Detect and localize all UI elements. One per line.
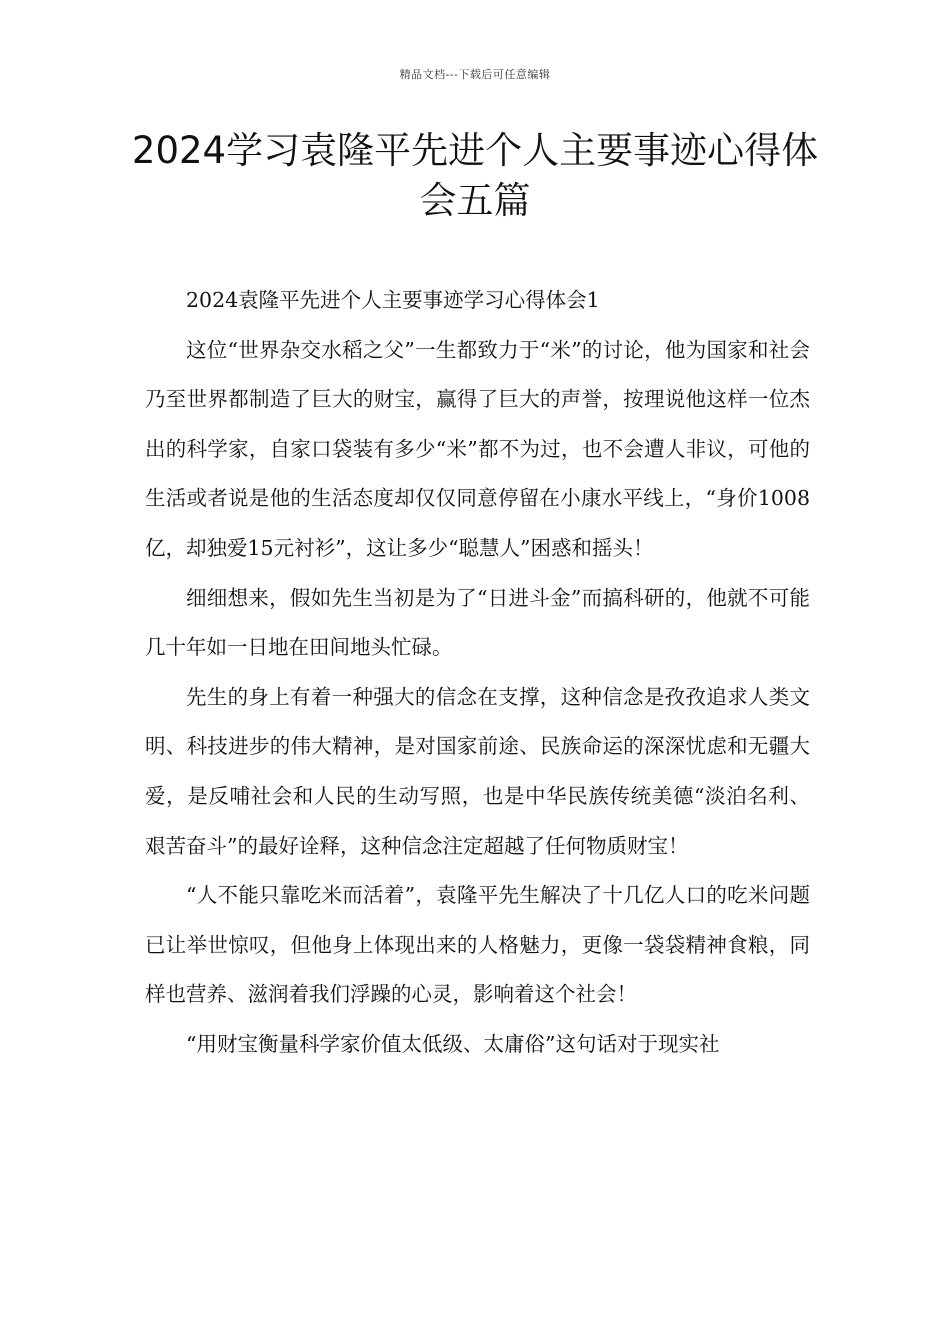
document-body [145,276,810,1070]
paragraph-3: 先生的身上有着一种强大的信念在支撑，这种信念是孜孜追求人类文明、科技进步的伟大精神，是对国家前途、民族命运的深深忧虑和无疆大爱，是反哺社会和人民的生动写照，也是中华民族传统美德“淡泊名利、艰苦奋斗”的最好诠释，这种信念注定超越了任何物质财宝！ [145,684,810,858]
section-subtitle: 2024袁隆平先进个人主要事迹学习心得体会1 [186,288,600,312]
paragraph-2: 细细想来，假如先生当初是为了“日进斗金”而搞科研的，他就不可能几十年如一日地在田间地头忙碌。 [145,585,810,660]
document-title: 2024学习袁隆平先进个人主要事迹心得体会五篇 [131,129,819,222]
paragraph-5: “用财宝衡量科学家价值太低级、太庸俗”这句话对于现实社 [186,1031,720,1056]
paragraph-1: 这位“世界杂交水稻之父”一生都致力于“米”的讨论，他为国家和社会乃至世界都制造了巨大的财宝，赢得了巨大的声誉，按理说他这样一位杰出的科学家，自家口袋装有多少“米”都不为过，也不会遭人非议，可他的生活或者说是他的生活态度却仅仅同意停留在小康水平线上，“身价1008亿，却独爱15元衬衫”，这让多少“聪慧人”困惑和摇头！ [145,337,810,560]
header-note: 精品文档---下载后可任意编辑 [399,68,551,81]
paragraph-4: “人不能只靠吃米而活着”，袁隆平先生解决了十几亿人口的吃米问题已让举世惊叹，但他身上体现出来的人格魅力，更像一袋袋精神食粮，同样也营养、滋润着我们浮躁的心灵，影响着这个社会！ [145,883,810,1007]
